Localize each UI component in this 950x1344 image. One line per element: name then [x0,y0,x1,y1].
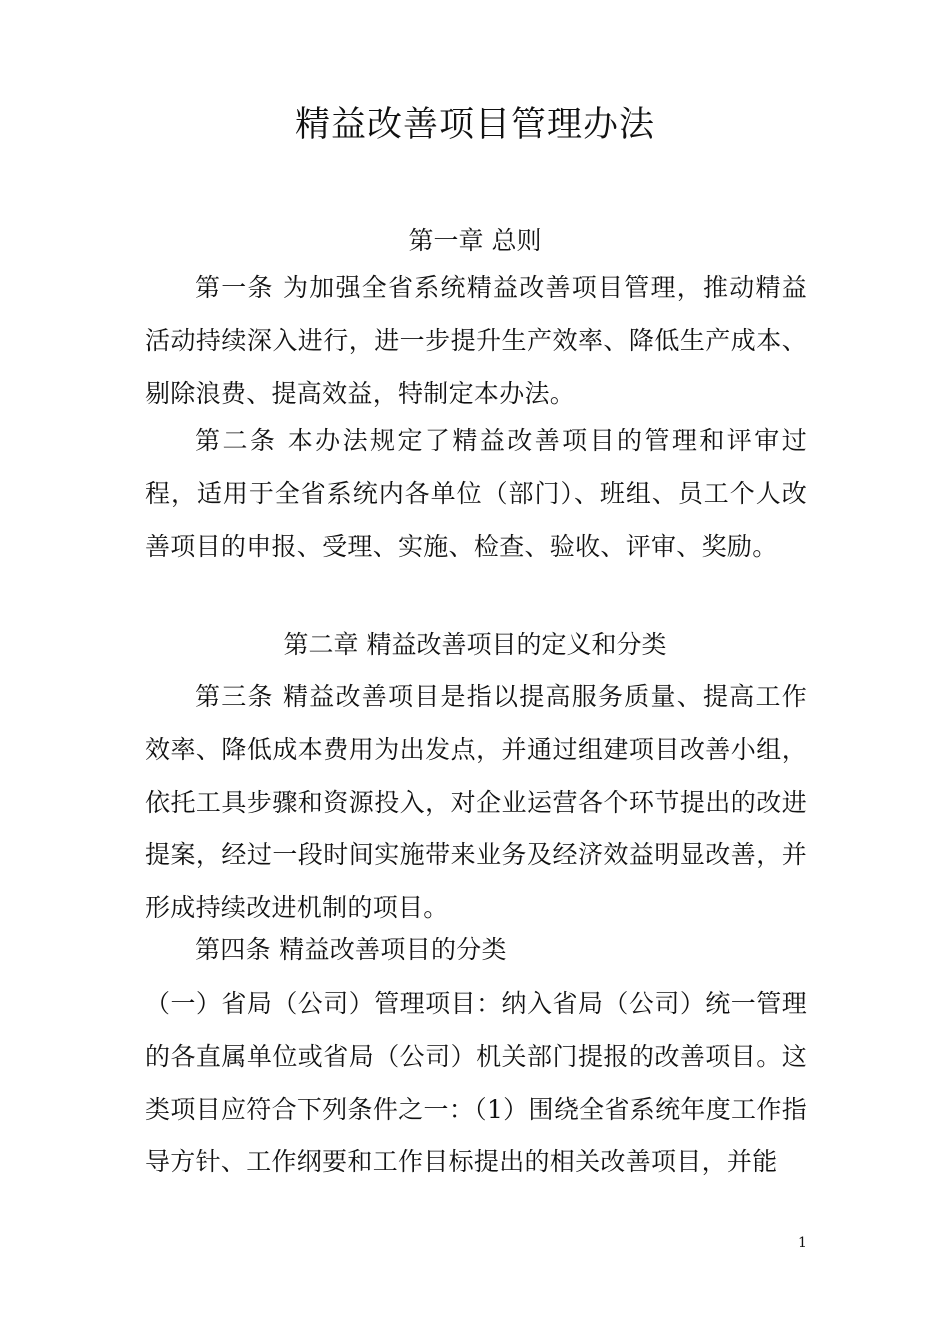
article-1: 第一条 为加强全省系统精益改善项目管理，推动精益活动持续深入进行，进一步提升生产效率、降低生产成本、剔除浪费、提高效益，特制定本办法。 [145,273,807,408]
article-4: 第四条 精益改善项目的分类 [195,935,507,964]
article-2: 第二条 本办法规定了精益改善项目的管理和评审过程，适用于全省系统内各单位（部门）、班组、员工个人改善项目的申报、受理、实施、检查、验收、评审、奖励。 [145,426,807,561]
article-4-item-1: （一）省局（公司）管理项目：纳入省局（公司）统一管理的各直属单位或省局（公司）机关部门提报的改善项目。这类项目应符合下列条件之一：（1）围绕全省系统年度工作指导方针、工作纲要和工作目标提出的相关改善项目，并能 [145,989,807,1177]
chapter-heading-1: 第一章 总则 [408,226,542,255]
article-3: 第三条 精益改善项目是指以提高服务质量、提高工作效率、降低成本费用为出发点，并通过组建项目改善小组，依托工具步骤和资源投入，对企业运营各个环节提出的改进提案，经过一段时间实施带来业务及经济效益明显改善，并形成持续改进机制的项目。 [145,682,807,923]
chapter-heading-2: 第二章 精益改善项目的定义和分类 [283,630,667,659]
document-title: 精益改善项目管理办法 [294,105,655,145]
page-number: 1 [798,1235,807,1251]
